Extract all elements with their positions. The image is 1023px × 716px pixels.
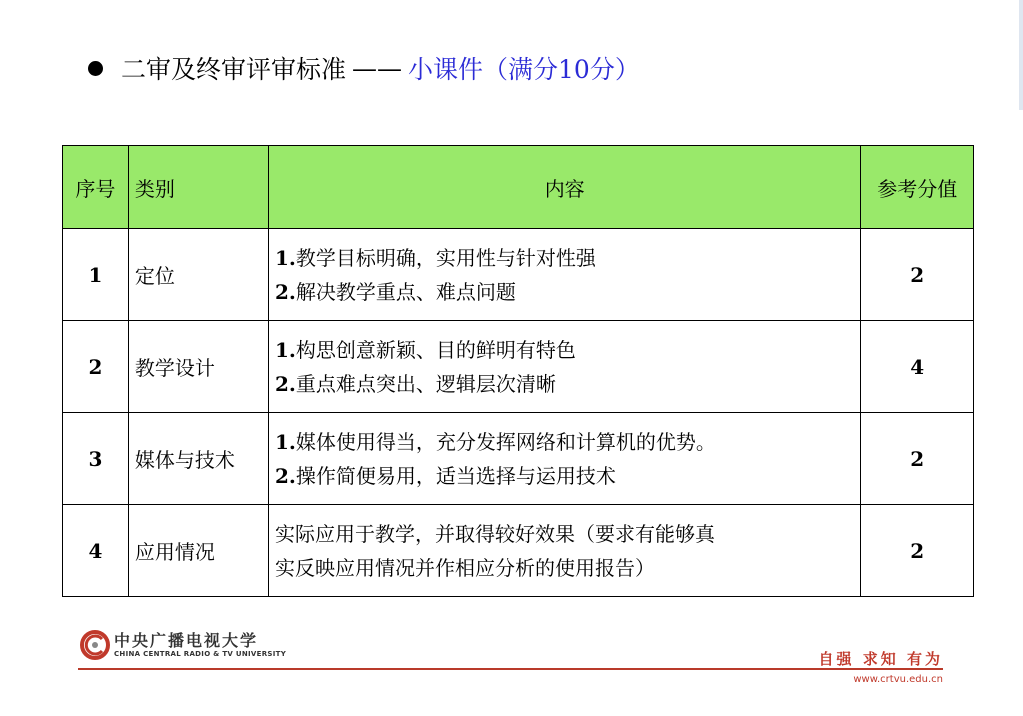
- row-score: 2: [861, 413, 974, 505]
- logo-english-name: CHINA CENTRAL RADIO & TV UNIVERSITY: [114, 650, 287, 658]
- table-row: [63, 505, 974, 597]
- content-line: 实际应用于教学，并取得较好效果（要求有能够真: [274, 521, 715, 546]
- header-content: 内容: [268, 146, 860, 229]
- row-score: 2: [861, 229, 974, 321]
- criteria-table: [62, 145, 974, 597]
- content-line: 1.构思创意新颖、目的鲜明有特色: [274, 337, 576, 362]
- footer-url: www.crtvu.edu.cn: [853, 674, 943, 685]
- crtvu-logo-icon: [80, 630, 110, 660]
- table-row: [63, 321, 974, 413]
- header-score: 参考分值: [861, 146, 974, 229]
- logo-chinese-name: 中央广播电视大学: [114, 631, 259, 650]
- row-score: 4: [861, 321, 974, 413]
- row-content: [268, 413, 860, 505]
- header-no: 序号: [63, 146, 129, 229]
- table-row: [63, 229, 974, 321]
- row-number: 4: [63, 505, 129, 597]
- content-line: 2.重点难点突出、逻辑层次清晰: [274, 371, 556, 396]
- heading-title: 二审及终审评审标准: [121, 55, 347, 84]
- content-line: 1.媒体使用得当，充分发挥网络和计算机的优势。: [274, 429, 716, 454]
- bullet-icon: [88, 61, 103, 76]
- content-line: 2.操作简便易用，适当选择与运用技术: [274, 463, 616, 488]
- university-logo: [80, 630, 286, 660]
- table-header-row: [63, 146, 974, 229]
- table-row: [63, 413, 974, 505]
- row-category: 定位: [128, 229, 268, 321]
- row-content: [268, 229, 860, 321]
- heading-dash: ——: [352, 53, 403, 83]
- header-category: 类别: [128, 146, 268, 229]
- row-content: [268, 321, 860, 413]
- row-content: [268, 505, 860, 597]
- row-number: 1: [63, 229, 129, 321]
- content-line: 2.解决教学重点、难点问题: [274, 279, 516, 304]
- row-category: 媒体与技术: [128, 413, 268, 505]
- row-number: 2: [63, 321, 129, 413]
- footer-motto: 自强 求知 有为: [818, 650, 943, 668]
- content-line: 实反映应用情况并作相应分析的使用报告）: [274, 555, 655, 580]
- row-number: 3: [63, 413, 129, 505]
- row-category: 应用情况: [128, 505, 268, 597]
- row-score: 2: [861, 505, 974, 597]
- heading-subtitle: 小课件（满分10分）: [408, 55, 640, 84]
- row-category: 教学设计: [128, 321, 268, 413]
- content-line: 1.教学目标明确，实用性与针对性强: [274, 245, 596, 270]
- slide-heading: [88, 50, 640, 86]
- slide-edge-stripe: [1019, 0, 1023, 110]
